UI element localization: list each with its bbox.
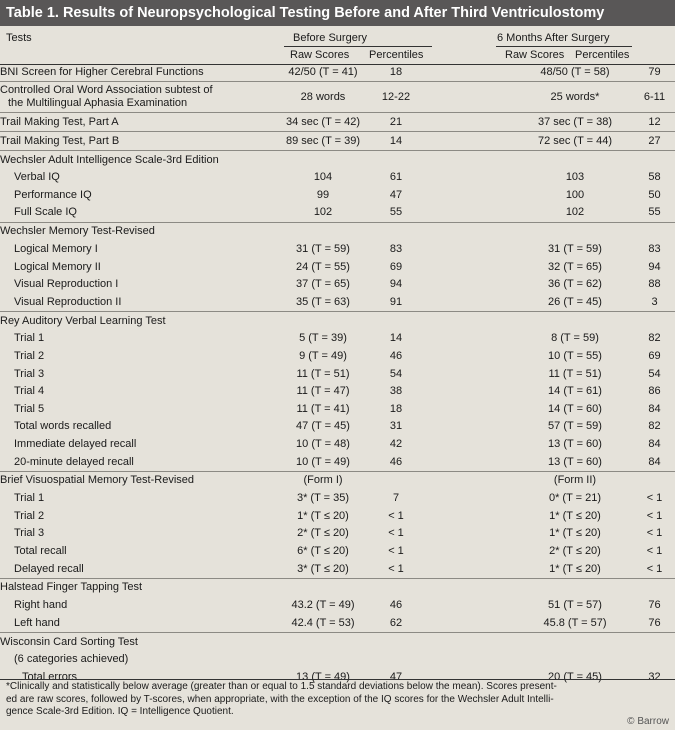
spacer-cell xyxy=(426,348,516,366)
test-label-line: Controlled Oral Word Association subtest of xyxy=(0,84,213,96)
after-group-rule xyxy=(496,46,632,47)
after-raw-score: 1* (T ≤ 20) xyxy=(549,562,601,575)
table-row xyxy=(0,614,675,632)
after-raw-score: 14 (T = 61) xyxy=(548,385,602,398)
table-row xyxy=(0,471,675,490)
before-percentile: 62 xyxy=(389,616,403,629)
before-percentile: 61 xyxy=(389,171,403,184)
spacer-cell xyxy=(426,151,516,170)
after-percentile: 94 xyxy=(648,260,661,273)
header-before-pct: Percentiles xyxy=(369,49,424,61)
before-percentile: 38 xyxy=(389,385,403,398)
before-raw-score: 104 xyxy=(313,171,333,184)
copyright-notice: © Barrow xyxy=(627,716,669,727)
table-row xyxy=(0,169,675,187)
before-percentile: 7 xyxy=(392,492,400,505)
test-label: Halstead Finger Tapping Test xyxy=(0,578,280,597)
spacer-cell xyxy=(426,436,516,454)
after-percentile: 54 xyxy=(648,367,661,380)
before-raw-score: 3* (T = 35) xyxy=(296,492,350,505)
before-percentile: < 1 xyxy=(388,562,404,575)
spacer-cell xyxy=(426,132,516,151)
after-percentile: 84 xyxy=(648,402,661,415)
spacer-cell xyxy=(426,453,516,471)
spacer-cell xyxy=(426,169,516,187)
after-percentile: 83 xyxy=(648,243,661,256)
table-row xyxy=(0,490,675,508)
test-label: Trial 5 xyxy=(14,402,45,415)
spacer-cell xyxy=(426,187,516,205)
before-raw-score: 1* (T ≤ 20) xyxy=(297,509,349,522)
before-raw-score: 10 (T = 48) xyxy=(296,438,350,451)
table-row xyxy=(0,365,675,383)
test-label: Wisconsin Card Sorting Test xyxy=(0,633,280,652)
spacer-cell xyxy=(426,543,516,561)
after-percentile: 50 xyxy=(648,188,661,201)
test-label: Visual Reproduction I xyxy=(14,278,119,291)
before-raw-score: 47 (T = 45) xyxy=(296,420,350,433)
spacer-cell xyxy=(426,560,516,578)
after-raw-score: 1* (T ≤ 20) xyxy=(549,527,601,540)
header-after-raw: Raw Scores xyxy=(505,49,565,61)
table-row xyxy=(0,222,675,241)
test-label: Trial 1 xyxy=(14,492,45,505)
after-raw-score xyxy=(516,578,634,597)
test-label: Visual Reproduction II xyxy=(14,295,122,308)
after-percentile: 27 xyxy=(634,132,675,151)
table-row xyxy=(0,276,675,294)
before-raw-score xyxy=(280,312,366,331)
before-raw-score: 6* (T ≤ 20) xyxy=(297,544,349,557)
before-percentile: 91 xyxy=(389,295,403,308)
test-label: Logical Memory I xyxy=(14,243,98,256)
after-raw-score xyxy=(516,651,634,669)
before-raw-score: 42.4 (T = 53) xyxy=(291,616,355,629)
footer-rule xyxy=(0,679,675,680)
test-label: Left hand xyxy=(14,616,60,629)
header-tests: Tests xyxy=(6,32,32,44)
table-row xyxy=(0,597,675,615)
before-raw-score: 34 sec (T = 42) xyxy=(280,113,366,132)
before-percentile: 14 xyxy=(366,132,426,151)
spacer-cell xyxy=(426,330,516,348)
table-row xyxy=(0,401,675,419)
test-label: Immediate delayed recall xyxy=(14,438,137,451)
before-raw-score: 10 (T = 49) xyxy=(296,455,350,468)
after-raw-score xyxy=(516,312,634,331)
test-label: Trial 3 xyxy=(14,367,45,380)
after-percentile: 12 xyxy=(634,113,675,132)
test-label: Verbal IQ xyxy=(14,171,60,184)
after-raw-score: 0* (T = 21) xyxy=(548,492,602,505)
after-raw-score: 102 xyxy=(565,206,585,219)
spacer-cell xyxy=(426,401,516,419)
after-raw-score: 31 (T = 59) xyxy=(548,243,602,256)
test-label: Logical Memory II xyxy=(14,260,101,273)
before-percentile: 83 xyxy=(389,243,403,256)
after-raw-score: (Form II) xyxy=(516,471,634,490)
after-raw-score: 72 sec (T = 44) xyxy=(516,132,634,151)
after-raw-score: 45.8 (T = 57) xyxy=(543,616,607,629)
spacer-cell xyxy=(426,365,516,383)
before-raw-score xyxy=(280,651,366,669)
before-raw-score: 99 xyxy=(316,188,330,201)
before-percentile xyxy=(366,151,426,170)
spacer-cell xyxy=(426,258,516,276)
before-percentile: 14 xyxy=(389,332,403,345)
before-raw-score xyxy=(280,222,366,241)
after-raw-score xyxy=(516,633,634,652)
table-row xyxy=(0,436,675,454)
before-percentile: 47 xyxy=(389,670,403,683)
spacer-cell xyxy=(426,490,516,508)
after-percentile: < 1 xyxy=(646,562,663,575)
spacer-cell xyxy=(426,633,516,652)
spacer-cell xyxy=(426,276,516,294)
before-raw-score: 24 (T = 55) xyxy=(296,260,350,273)
test-label: Delayed recall xyxy=(14,562,84,575)
spacer-cell xyxy=(426,383,516,401)
after-percentile: 69 xyxy=(648,350,661,363)
before-raw-score: 5 (T = 39) xyxy=(299,332,347,345)
spacer-cell xyxy=(426,113,516,132)
spacer-cell xyxy=(426,63,516,82)
test-label: Wechsler Adult Intelligence Scale-3rd Edition xyxy=(0,151,280,170)
after-raw-score xyxy=(516,151,634,170)
table-row xyxy=(0,151,675,170)
after-percentile: 58 xyxy=(648,171,661,184)
test-label: Brief Visuospatial Memory Test-Revised xyxy=(0,471,280,490)
after-raw-score xyxy=(516,222,634,241)
before-raw-score xyxy=(280,633,366,652)
before-percentile: < 1 xyxy=(388,544,404,557)
before-raw-score: 37 (T = 65) xyxy=(296,278,350,291)
table-row xyxy=(0,543,675,561)
spacer-cell xyxy=(426,312,516,331)
before-raw-score: 2* (T ≤ 20) xyxy=(297,527,349,540)
after-percentile: 82 xyxy=(648,420,661,433)
after-percentile: 76 xyxy=(648,599,661,612)
header-after-pct: Percentiles xyxy=(575,49,630,61)
table-row xyxy=(0,241,675,259)
table-row xyxy=(0,113,675,132)
after-raw-score: 25 words* xyxy=(516,82,634,113)
before-raw-score xyxy=(280,151,366,170)
table-row xyxy=(0,330,675,348)
after-percentile: 86 xyxy=(648,385,661,398)
spacer-cell xyxy=(426,471,516,490)
test-label: (6 categories achieved) xyxy=(14,653,129,666)
test-label: Full Scale IQ xyxy=(14,206,77,219)
test-label xyxy=(0,82,280,113)
after-raw-score: 48/50 (T = 58) xyxy=(540,65,610,78)
before-raw-score: 35 (T = 63) xyxy=(296,295,350,308)
before-percentile xyxy=(366,471,426,490)
after-raw-score: 8 (T = 59) xyxy=(551,332,599,345)
after-percentile: < 1 xyxy=(646,544,663,557)
before-raw-score: 28 words xyxy=(280,82,366,113)
after-raw-score: 13 (T = 60) xyxy=(548,438,602,451)
before-percentile: 31 xyxy=(389,420,403,433)
before-raw-score: 11 (T = 47) xyxy=(296,385,350,398)
after-raw-score: 2* (T ≤ 20) xyxy=(549,544,601,557)
after-percentile: 6-11 xyxy=(634,82,675,113)
before-percentile: 18 xyxy=(389,65,403,78)
after-raw-score: 103 xyxy=(565,171,585,184)
before-raw-score: 102 xyxy=(313,206,333,219)
after-raw-score: 13 (T = 60) xyxy=(548,455,602,468)
spacer-cell xyxy=(426,82,516,113)
before-raw-score: 42/50 (T = 41) xyxy=(288,65,358,78)
spacer-cell xyxy=(426,204,516,222)
before-raw-score: 11 (T = 41) xyxy=(296,402,350,415)
table-row xyxy=(0,453,675,471)
test-label: Trail Making Test, Part B xyxy=(0,132,280,151)
before-raw-score xyxy=(280,578,366,597)
before-percentile: 21 xyxy=(366,113,426,132)
header-before-raw: Raw Scores xyxy=(290,49,350,61)
before-group-rule xyxy=(284,46,432,47)
spacer-cell xyxy=(426,651,516,669)
before-percentile: < 1 xyxy=(388,527,404,540)
results-table xyxy=(0,63,675,686)
after-percentile: 84 xyxy=(648,455,661,468)
after-percentile: < 1 xyxy=(646,509,663,522)
test-label: 20-minute delayed recall xyxy=(14,455,134,468)
after-percentile: 79 xyxy=(648,65,661,78)
table-row xyxy=(0,132,675,151)
before-percentile xyxy=(366,651,426,669)
after-percentile xyxy=(634,222,675,241)
after-raw-score: 57 (T = 59) xyxy=(548,420,602,433)
before-raw-score: 31 (T = 59) xyxy=(296,243,350,256)
spacer-cell xyxy=(426,578,516,597)
test-label: Right hand xyxy=(14,599,68,612)
test-label: Total errors xyxy=(22,670,78,683)
table-row xyxy=(0,312,675,331)
before-raw-score: 43.2 (T = 49) xyxy=(291,599,355,612)
before-percentile: 69 xyxy=(389,260,403,273)
table-row xyxy=(0,525,675,543)
table-row xyxy=(0,651,675,669)
test-label: Performance IQ xyxy=(14,188,92,201)
after-percentile: 55 xyxy=(648,206,661,219)
before-percentile: 54 xyxy=(389,367,403,380)
spacer-cell xyxy=(426,418,516,436)
after-percentile xyxy=(634,651,675,669)
after-percentile xyxy=(634,471,675,490)
after-raw-score: 32 (T = 65) xyxy=(548,260,602,273)
before-percentile: < 1 xyxy=(388,509,404,522)
table-title: Table 1. Results of Neuropsychological Testing Before and After Third Ventriculostomy xyxy=(0,0,675,26)
table-row xyxy=(0,258,675,276)
footnote xyxy=(6,681,668,719)
footnote-line: *Clinically and statistically below average (greater than or equal to 1.5 standard deviations below the mean). Scores present- xyxy=(6,681,557,692)
before-percentile xyxy=(366,578,426,597)
test-label: Total words recalled xyxy=(14,420,112,433)
table-row xyxy=(0,82,675,113)
test-label-line: the Multilingual Aphasia Examination xyxy=(8,97,188,109)
table-row xyxy=(0,560,675,578)
footnote-line: gence Scale-3rd Edition. IQ = Intelligence Quotient. xyxy=(6,706,234,717)
before-percentile: 42 xyxy=(389,438,403,451)
footnote-line: ed are raw scores, followed by T-scores, when appropriate, with the exception of the IQ scores for the Wechsler Adult Intelli- xyxy=(6,693,554,705)
before-percentile: 18 xyxy=(389,402,403,415)
after-percentile xyxy=(634,312,675,331)
table-row xyxy=(0,204,675,222)
table-row xyxy=(0,187,675,205)
spacer-cell xyxy=(426,614,516,632)
before-raw-score: (Form I) xyxy=(280,471,366,490)
test-label: Trail Making Test, Part A xyxy=(0,113,280,132)
test-label: Rey Auditory Verbal Learning Test xyxy=(0,312,280,331)
before-percentile: 46 xyxy=(389,599,403,612)
table-row xyxy=(0,633,675,652)
spacer-cell xyxy=(426,508,516,526)
table-row xyxy=(0,418,675,436)
before-raw-score: 11 (T = 51) xyxy=(296,367,350,380)
spacer-cell xyxy=(426,294,516,312)
after-percentile: 3 xyxy=(651,295,658,308)
after-raw-score: 51 (T = 57) xyxy=(548,599,602,612)
table-row xyxy=(0,348,675,366)
after-percentile: 84 xyxy=(648,438,661,451)
after-percentile: 88 xyxy=(648,278,661,291)
table-row xyxy=(0,383,675,401)
before-percentile xyxy=(366,312,426,331)
before-percentile: 46 xyxy=(389,455,403,468)
after-raw-score: 11 (T = 51) xyxy=(548,367,602,380)
after-percentile: 76 xyxy=(648,616,661,629)
before-raw-score: 9 (T = 49) xyxy=(299,350,347,363)
header-after-surgery: 6 Months After Surgery xyxy=(497,32,610,44)
table-row xyxy=(0,63,675,82)
after-raw-score: 36 (T = 62) xyxy=(548,278,602,291)
table-row xyxy=(0,578,675,597)
spacer-cell xyxy=(426,525,516,543)
test-label: BNI Screen for Higher Cerebral Functions xyxy=(0,65,204,78)
before-percentile: 47 xyxy=(389,188,403,201)
after-percentile: 82 xyxy=(648,332,661,345)
after-percentile: < 1 xyxy=(646,527,663,540)
before-percentile xyxy=(366,633,426,652)
test-label: Total recall xyxy=(14,544,67,557)
after-percentile: 32 xyxy=(648,670,661,683)
spacer-cell xyxy=(426,597,516,615)
after-percentile xyxy=(634,578,675,597)
before-percentile: 94 xyxy=(389,278,403,291)
after-raw-score: 100 xyxy=(565,188,585,201)
spacer-cell xyxy=(426,241,516,259)
before-percentile: 46 xyxy=(389,350,403,363)
after-percentile xyxy=(634,151,675,170)
header-before-surgery: Before Surgery xyxy=(293,32,367,44)
spacer-cell xyxy=(426,222,516,241)
test-label: Trial 1 xyxy=(14,332,45,345)
before-percentile: 12-22 xyxy=(366,82,426,113)
table-row xyxy=(0,294,675,312)
before-percentile: 55 xyxy=(389,206,403,219)
before-raw-score: 3* (T ≤ 20) xyxy=(297,562,349,575)
after-raw-score: 26 (T = 45) xyxy=(548,295,602,308)
table-row xyxy=(0,508,675,526)
after-raw-score: 37 sec (T = 38) xyxy=(516,113,634,132)
after-raw-score: 10 (T = 55) xyxy=(548,350,602,363)
after-percentile: < 1 xyxy=(646,492,663,505)
test-label: Trial 4 xyxy=(14,385,45,398)
test-label: Trial 2 xyxy=(14,509,45,522)
test-label: Wechsler Memory Test-Revised xyxy=(0,222,280,241)
after-percentile xyxy=(634,633,675,652)
test-label: Trial 2 xyxy=(14,350,45,363)
after-raw-score: 1* (T ≤ 20) xyxy=(549,509,601,522)
after-raw-score: 20 (T = 45) xyxy=(548,670,602,683)
before-percentile xyxy=(366,222,426,241)
before-raw-score: 89 sec (T = 39) xyxy=(280,132,366,151)
before-raw-score: 13 (T = 49) xyxy=(296,670,350,683)
after-raw-score: 14 (T = 60) xyxy=(548,402,602,415)
test-label: Trial 3 xyxy=(14,527,45,540)
